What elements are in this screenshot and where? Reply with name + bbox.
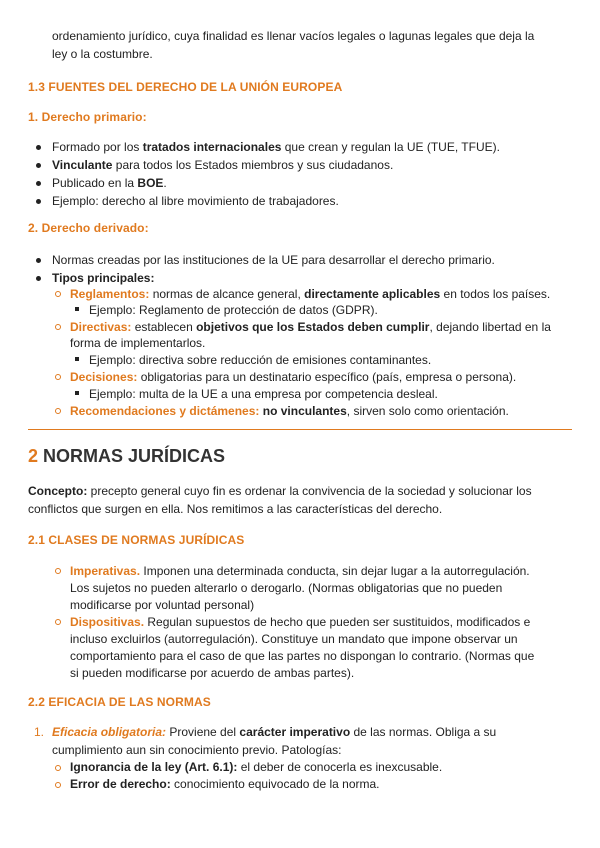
intro-line-1: ordenamiento jurídico, cuya finalidad es llenar vacíos legales o lagunas legales que deja la — [52, 29, 535, 43]
bullet-dot-icon — [36, 258, 41, 263]
list-item: Error de derecho: conocimiento equivocado de la norma. — [70, 777, 380, 791]
derecho-primario-heading: 1. Derecho primario: — [28, 110, 147, 124]
section-1-3-heading: 1.3 FUENTES DEL DERECHO DE LA UNIÓN EUROPEA — [28, 80, 343, 94]
list-item: Ejemplo: Reglamento de protección de datos (GDPR). — [89, 303, 378, 317]
bullet-dot-icon — [36, 163, 41, 168]
bullet-dot-icon — [36, 276, 41, 281]
list-item-continuation: incluso excluirlos (autorregulación). Constituye un mandato que impone observar un — [70, 632, 518, 646]
section-2-2-heading: 2.2 EFICACIA DE LAS NORMAS — [28, 695, 211, 709]
list-item-continuation: modificarse por voluntad personal) — [70, 598, 255, 612]
list-item: Ejemplo: multa de la UE a una empresa por competencia desleal. — [89, 387, 438, 401]
bullet-circle-icon — [55, 324, 61, 330]
list-item-continuation: Los sujetos no pueden alterarlo o derogarlo. (Normas obligatorias que no pueden — [70, 581, 503, 595]
list-item: Dispositivas. Regulan supuestos de hecho que pueden ser sustituidos, modificados e — [70, 615, 531, 629]
bullet-circle-icon — [55, 374, 61, 380]
list-item: Directivas: establecen objetivos que los Estados deben cumplir, dejando libertad en la — [70, 320, 551, 334]
list-item: Recomendaciones y dictámenes: no vinculantes, sirven solo como orientación. — [70, 404, 509, 418]
list-item-continuation: si pueden modificarse por acuerdo de ambas partes). — [70, 666, 355, 680]
section-2-1-heading: 2.1 CLASES DE NORMAS JURÍDICAS — [28, 533, 245, 547]
bullet-circle-icon — [55, 619, 61, 625]
bullet-dot-icon — [36, 181, 41, 186]
list-number: 1. — [34, 725, 45, 739]
list-item: Tipos principales: — [52, 271, 155, 285]
list-item-continuation: comportamiento para el caso de que las partes no dispongan lo contrario. (Normas que — [70, 649, 535, 663]
list-item: Normas creadas por las instituciones de la UE para desarrollar el derecho primario. — [52, 253, 495, 267]
list-item: Imperativas. Imponen una determinada conducta, sin dejar lugar a la autorregulación. — [70, 564, 530, 578]
list-item-continuation: forma de implementarlos. — [70, 336, 206, 350]
list-item: Ignorancia de la ley (Art. 6.1): el deber de conocerla es inexcusable. — [70, 760, 443, 774]
section-divider — [28, 429, 572, 430]
list-item: Ejemplo: directiva sobre reducción de emisiones contaminantes. — [89, 353, 432, 367]
list-item: Publicado en la BOE. — [52, 176, 167, 190]
bullet-dot-icon — [36, 199, 41, 204]
bullet-circle-icon — [55, 765, 61, 771]
list-item-continuation: cumplimiento aun sin conocimiento previo. Patologías: — [52, 743, 342, 757]
concepto-paragraph-line-2: conflictos que surgen en ella. Nos remitimos a las características del derecho. — [28, 502, 443, 516]
concepto-paragraph-line-1: Concepto: precepto general cuyo fin es ordenar la convivencia de la sociedad y solucionar los — [28, 484, 532, 498]
list-item: Reglamentos: normas de alcance general, directamente aplicables en todos los países. — [70, 287, 551, 301]
list-item: Eficacia obligatoria: Proviene del carácter imperativo de las normas. Obliga a su — [52, 725, 497, 739]
bullet-circle-icon — [55, 408, 61, 414]
bullet-circle-icon — [55, 291, 61, 297]
bullet-circle-icon — [55, 568, 61, 574]
bullet-circle-icon — [55, 782, 61, 788]
list-item: Vinculante para todos los Estados miembros y sus ciudadanos. — [52, 158, 394, 172]
intro-line-2: ley o la costumbre. — [52, 47, 153, 61]
bullet-square-icon — [75, 357, 79, 361]
section-2-heading: 2 NORMAS JURÍDICAS — [28, 446, 226, 466]
list-item: Ejemplo: derecho al libre movimiento de trabajadores. — [52, 194, 339, 208]
bullet-square-icon — [75, 391, 79, 395]
bullet-dot-icon — [36, 145, 41, 150]
bullet-square-icon — [75, 307, 79, 311]
derecho-derivado-heading: 2. Derecho derivado: — [28, 221, 149, 235]
list-item: Formado por los tratados internacionales que crean y regulan la UE (TUE, TFUE). — [52, 140, 500, 154]
list-item: Decisiones: obligatorias para un destinatario específico (país, empresa o persona). — [70, 370, 517, 384]
